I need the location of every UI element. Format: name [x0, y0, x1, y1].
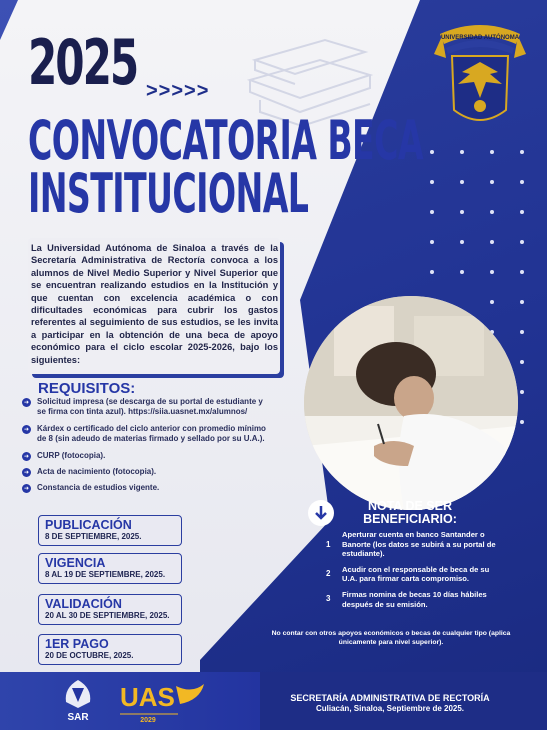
step-text: Firmas nomina de becas 10 días hábiles después de su emisión. [342, 589, 487, 609]
decorative-dot [490, 180, 494, 184]
date-box-vigencia [38, 553, 182, 584]
date-box-primer-pago [38, 634, 182, 665]
student-illustration [304, 296, 518, 510]
step-number: 1 [326, 540, 331, 549]
nota-steps [322, 530, 504, 615]
main-title-line1: CONVOCATORIA BECA [28, 109, 423, 172]
date-value: 20 DE OCTUBRE, 2025. [45, 651, 134, 660]
decorative-dot [430, 210, 434, 214]
date-box-publicacion [38, 515, 182, 546]
step-text: Aperturar cuenta en banco Santander o Banorte (los datos se subirá a su portal de estudiante). [342, 530, 496, 559]
date-box-validacion [38, 594, 182, 625]
date-value: 20 AL 30 DE SEPTIEMBRE, 2025. [45, 611, 170, 620]
decorative-dot [490, 210, 494, 214]
decorative-dot [430, 270, 434, 274]
decorative-dot [460, 150, 464, 154]
decorative-dot [520, 150, 524, 154]
decorative-dot [430, 150, 434, 154]
footer-line2: Culiacán, Sinaloa, Septiembre de 2025. [315, 704, 465, 713]
decorative-dot [490, 300, 494, 304]
decorative-dot [430, 180, 434, 184]
requisito-text: Kárdex o certificado del ciclo anterior con promedio mínimo de 8 (sin adeudo de materias firmado y sellado por su U.A.). [37, 423, 266, 444]
requisito-text: Acta de nacimiento (fotocopia). [37, 467, 157, 477]
date-value: 8 AL 19 DE SEPTIEMBRE, 2025. [45, 570, 166, 579]
date-title: VIGENCIA [45, 556, 106, 570]
decorative-dot [520, 210, 524, 214]
date-title: PUBLICACIÓN [45, 518, 132, 532]
nota-title-line2: BENEFICIARIO: [363, 512, 457, 526]
intro-paragraph: La Universidad Autónoma de Sinaloa a través de la Secretaría Administrativa de Rectoría convoca a los alumnos de Nivel Medio Superior y Nivel Superior que se encuentran realizando estudios en la Institución y que cuentan con excelencia académica o con dificultades económicas para cubrir los gastos referentes al seguimiento de sus estudios, se les invita a participar en la obtención de una beca de apoyo económico para el ciclo escolar 2025-2026, bajo los siguientes: [31, 243, 278, 365]
arrow-right-icon: ➜ [23, 470, 30, 477]
decorative-dot [430, 240, 434, 244]
requisitos-title: REQUISITOS: [38, 380, 136, 397]
decorative-dot [460, 210, 464, 214]
decorative-dot [520, 180, 524, 184]
decorative-dot [460, 270, 464, 274]
list-item [322, 565, 504, 584]
decorative-dot [520, 360, 524, 364]
list-item [22, 467, 272, 477]
arrow-right-icon: ➜ [23, 426, 30, 433]
university-seal-logo [432, 14, 528, 134]
list-item [22, 483, 272, 493]
arrow-right-icon: ➜ [23, 400, 30, 406]
list-item [322, 590, 504, 609]
decorative-dot [490, 150, 494, 154]
arrow-down-circle-icon [308, 500, 334, 526]
decorative-dot [520, 330, 524, 334]
main-title-line2: INSTITUCIONAL [28, 162, 309, 225]
arrows-decoration: >>>>> [146, 80, 210, 102]
uas-logo [118, 680, 208, 724]
nota-title [336, 500, 484, 526]
decorative-dot [460, 240, 464, 244]
step-number: 2 [326, 568, 331, 578]
arrow-right-icon: ➜ [23, 486, 30, 493]
decorative-dot [460, 180, 464, 184]
footer-line1: SECRETARÍA ADMINISTRATIVA DE RECTORÍA [290, 693, 490, 703]
sar-logo [58, 678, 98, 724]
main-title [28, 109, 423, 225]
nota-footnote: No contar con otros apoyos económicos o becas de cualquier tipo (aplica únicamente para nivel superior). [271, 630, 511, 646]
requisito-text: Constancia de estudios vigente. [37, 483, 160, 493]
list-item [22, 424, 272, 445]
list-item [322, 530, 504, 559]
requisito-text: Solicitud impresa (se descarga de su portal de estudiante y se firma con tinta azul). https://siia.uasnet.mx/alumnos/ [37, 397, 263, 417]
date-value: 8 DE SEPTIEMBRE, 2025. [45, 532, 142, 541]
date-title: VALIDACIÓN [45, 597, 122, 611]
arrow-right-icon: ➜ [23, 453, 30, 460]
step-number: 3 [326, 593, 331, 603]
uas-label: UAS [120, 682, 175, 712]
requisito-text: CURP (fotocopia). [37, 450, 106, 460]
decorative-dot [490, 270, 494, 274]
sar-label: SAR [67, 712, 89, 723]
decorative-dot [520, 420, 524, 424]
decorative-dot [490, 240, 494, 244]
uas-sub-label: 2029 [140, 717, 156, 724]
decorative-dot [520, 300, 524, 304]
list-item [22, 397, 272, 418]
requisitos-list [22, 397, 272, 500]
list-item [22, 451, 272, 461]
date-title: 1ER PAGO [45, 637, 109, 651]
step-text: Acudir con el responsable de beca de su U.A. para firmar carta compromiso. [342, 564, 490, 584]
decorative-dot [520, 240, 524, 244]
student-photo [304, 296, 518, 510]
decorative-dot [520, 270, 524, 274]
seal-text: UNIVERSIDAD AUTÓNOMA [440, 35, 520, 41]
nota-title-line1: NOTA DE SER [367, 499, 453, 513]
decorative-dot [520, 390, 524, 394]
year-title: 2025 [28, 26, 138, 99]
